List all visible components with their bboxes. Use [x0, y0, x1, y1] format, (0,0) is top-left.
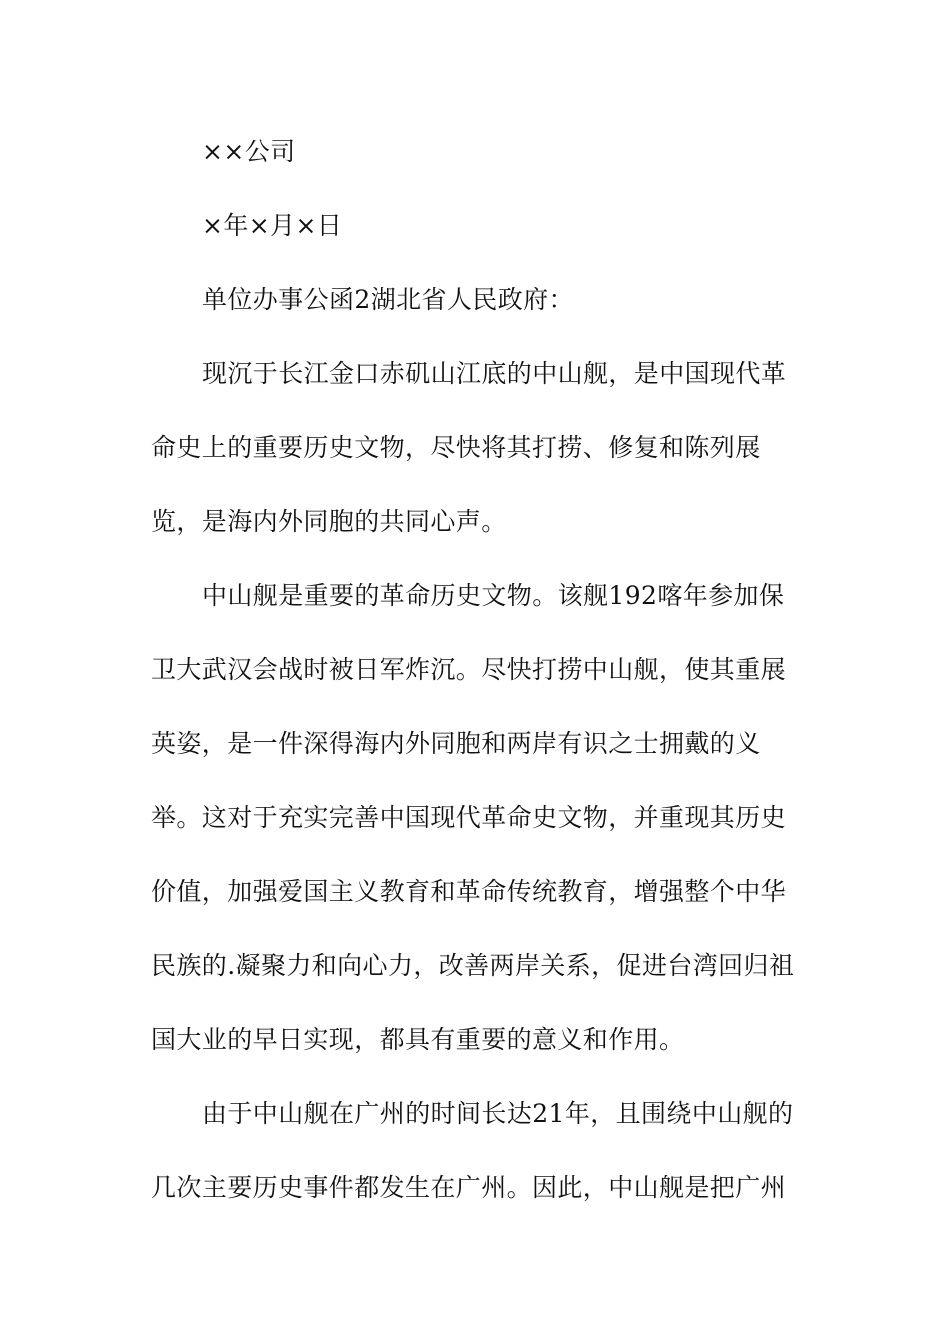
paragraph-line: 举。这对于充实完善中国现代革命史文物，并重现其历史 [151, 803, 787, 832]
letter-heading: 单位办事公函2湖北省人民政府： [202, 285, 574, 314]
letter-date: ×年×月×日 [202, 211, 343, 240]
paragraph-line: 英姿，是一件深得海内外同胞和两岸有识之士拥戴的义 [151, 729, 761, 758]
paragraph-line: 国大业的早日实现，都具有重要的意义和作用。 [151, 1025, 685, 1054]
paragraph-line: 中山舰是重要的革命历史文物。该舰192喀年参加保 [202, 581, 785, 610]
paragraph-line: 现沉于长江金口赤矶山江底的中山舰，是中国现代革 [202, 359, 787, 388]
paragraph-line: 览，是海内外同胞的共同心声。 [151, 507, 507, 536]
paragraph-line: 由于中山舰在广州的时间长达21年，且围绕中山舰的 [202, 1099, 794, 1128]
paragraph-line: 几次主要历史事件都发生在广州。因此，中山舰是把广州 [151, 1173, 787, 1202]
paragraph-line: 命史上的重要历史文物，尽快将其打捞、修复和陈列展 [151, 433, 761, 462]
paragraph-line: 价值，加强爱国主义教育和革命传统教育，增强整个中华 [151, 877, 787, 906]
paragraph-line: 民族的.凝聚力和向心力，改善两岸关系，促进台湾回归祖 [151, 951, 795, 980]
paragraph-line: 卫大武汉会战时被日军炸沉。尽快打捞中山舰，使其重展 [151, 655, 787, 684]
sender-company: ××公司 [202, 137, 296, 166]
